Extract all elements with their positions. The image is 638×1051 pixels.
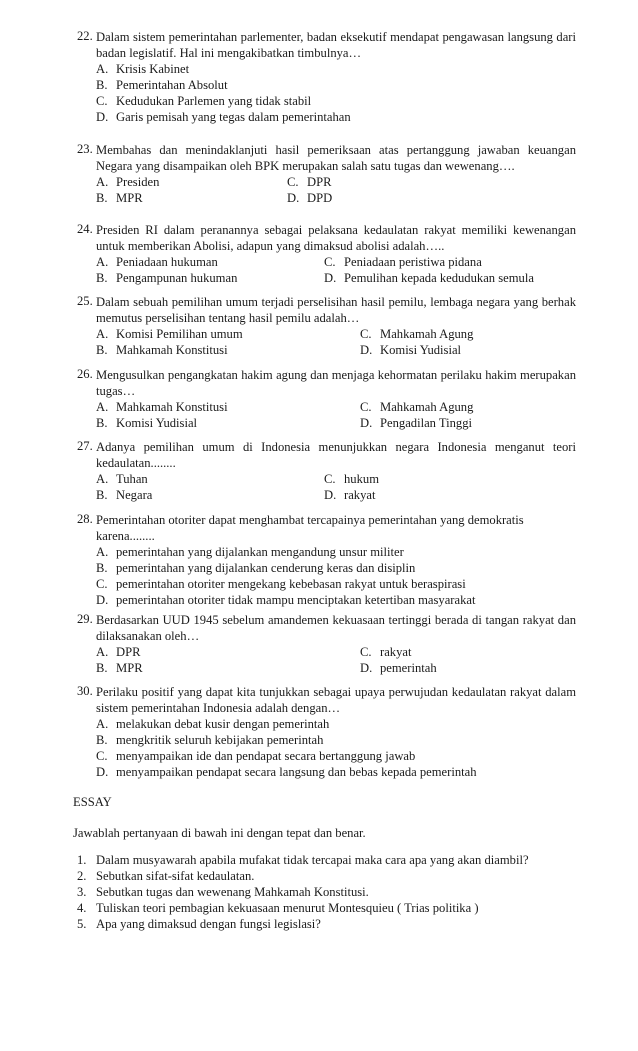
- question-text: Mengusulkan pengangkatan hakim agung dan menjaga kehormatan perilaku hakim merupakan tugas…: [96, 368, 576, 399]
- exam-page: 22. Dalam sistem pemerintahan parlementer, badan eksekutif mendapat pengawasan langsung dari badan legislatif. Hal ini mengakibatkan timbulnya… A. Krisis Kabinet B. Pemerintahan Absolut C. Kedudukan Parlemen yang tidak stabil D. Garis pemisah yang tegas dalam pemerintahan 23. Membahas dan menindaklanjuti hasil pemeriksaan atas pertanggung jawaban keuangan Negara yang disampaikan oleh BPK merupakan salah satu tugas dan wewenang…. A. Presiden C. DPR B. MPR D. DPD 24. Presiden RI dalam peranannya sebagai pelaksana kedaulatan rakyat memiliki kewenangan untuk memberikan Abolisi, adapun yang dimaksud abolisi adalah….. A. Peniadaan hukuman C. Peniadaan peristiwa pidana B. Pengampunan hukuman D. Pemulihan kepada kedudukan semula 25. Dalam sebuah pemilihan umum terjadi perselisihan hasil pemilu, lembaga negara yang berhak memutus perselisihan tentang hasil pemilu adalah… A. Komisi Pemilihan umum C. Mahkamah Agung B. Mahkamah Konstitusi D. Komisi Yudisial 26. Mengusulkan pengangkatan hakim agung dan menjaga kehormatan perilaku hakim merupakan tugas… A. Mahkamah Konstitusi C. Mahkamah Agung B. Komisi Yudisial D. Pengadilan Tinggi 27. Adanya pemilihan umum di Indonesia menunjukkan negara Indonesia menganut teori kedaulatan........ A. Tuhan C. hukum B. Negara D. rakyat 28. Pemerintahan otoriter dapat menghambat tercapainya pemerintahan yang demokratis karena........ A. pemerintahan yang dijalankan mengandung unsur militer B. pemerintahan yang dijalankan cenderung keras dan disiplin C. pemerintahan otoriter mengekang kebebasan rakyat untuk beraspirasi D. pemerintahan otoriter tidak mampu menciptakan ketertiban masyarakat 29. Berdasarkan UUD 1945 sebelum amandemen kekuasaan tertinggi berada di tangan rakyat dan dilaksanakan oleh… A. DPR C. rakyat B. MPR D. pemerintah 30. Perilaku positif yang dapat kita tunjukkan sebagai upaya perwujudan kedaulatan rakyat dalam sistem pemerintahan Indonesia adalah dengan… A. melakukan debat kusir dengan pemerintah B. mengkritik seluruh kebijakan pemerintah C. menyampaikan ide dan pendapat secara bertanggung jawab D. menyampaikan pendapat secara langsung dan bebas kepada pemerintah ESSAY Jawablah pertanyaan di bawah ini dengan tepat dan benar. 1. Dalam musyawarah apabila mufakat tidak tercapai maka cara apa yang akan diambil? 2. Sebutkan sifat-sifat kedaulatan. 3. Sebutkan tugas dan wewenang Mahkamah Konstitusi. 4. Tuliskan teori pembagian kekuasaan menurut Montesquieu ( Trias politika ) 5. Apa yang dimaksud dengan fungsi legislasi?: [0, 0, 638, 1051]
- question-text: Dalam sistem pemerintahan parlementer, badan eksekutif mendapat pengawasan langsung dari badan legislatif. Hal ini mengakibatkan timbulnya…: [96, 30, 576, 61]
- essay-item-number: 2.: [77, 869, 87, 883]
- essay-item-number: 4.: [77, 901, 87, 915]
- essay-item-text: Tuliskan teori pembagian kekuasaan menurut Montesquieu ( Trias politika ): [96, 901, 479, 915]
- essay-item-number: 3.: [77, 885, 87, 899]
- question-number: 30.: [77, 684, 93, 698]
- essay-item-4: [0, 901, 638, 917]
- essay-item-text: Sebutkan tugas dan wewenang Mahkamah Konstitusi.: [96, 885, 369, 899]
- question-number: 23.: [77, 142, 93, 156]
- question-text: Presiden RI dalam peranannya sebagai pelaksana kedaulatan rakyat memiliki kewenangan untuk memberikan Abolisi, adapun yang dimaksud abolisi adalah…..: [96, 223, 576, 254]
- question-text: Pemerintahan otoriter dapat menghambat tercapainya pemerintahan yang demokratis karena........: [96, 513, 524, 544]
- question-number: 29.: [77, 612, 93, 626]
- essay-item-text: Sebutkan sifat-sifat kedaulatan.: [96, 869, 255, 883]
- question-text: Perilaku positif yang dapat kita tunjukkan sebagai upaya perwujudan kedaulatan rakyat dalam sistem pemerintahan Indonesia adalah dengan…: [96, 685, 576, 716]
- question-number: 24.: [77, 222, 93, 236]
- question-text: Membahas dan menindaklanjuti hasil pemeriksaan atas pertanggung jawaban keuangan Negara yang disampaikan oleh BPK merupakan salah satu tugas dan wewenang….: [96, 143, 576, 174]
- question-text: Dalam sebuah pemilihan umum terjadi perselisihan hasil pemilu, lembaga negara yang berhak memutus perselisihan tentang hasil pemilu adalah…: [96, 295, 576, 326]
- essay-item-5: [0, 917, 638, 933]
- essay-item-text: Apa yang dimaksud dengan fungsi legislasi?: [96, 917, 321, 931]
- question-number: 22.: [77, 29, 93, 43]
- question-text: Adanya pemilihan umum di Indonesia menunjukkan negara Indonesia menganut teori kedaulatan........: [96, 440, 576, 471]
- question-number: 27.: [77, 439, 93, 453]
- essay-item-number: 1.: [77, 853, 87, 867]
- essay-item-2: [0, 869, 638, 885]
- essay-heading: ESSAY: [73, 795, 112, 809]
- essay-item-number: 5.: [77, 917, 87, 931]
- question-text: Berdasarkan UUD 1945 sebelum amandemen kekuasaan tertinggi berada di tangan rakyat dan dilaksanakan oleh…: [96, 613, 576, 644]
- question-number: 25.: [77, 294, 93, 308]
- essay-item-1: [0, 853, 638, 869]
- essay-item-3: [0, 885, 638, 901]
- question-number: 26.: [77, 367, 93, 381]
- essay-instruction: Jawablah pertanyaan di bawah ini dengan tepat dan benar.: [73, 826, 366, 840]
- essay-item-text: Dalam musyawarah apabila mufakat tidak tercapai maka cara apa yang akan diambil?: [96, 853, 529, 867]
- question-number: 28.: [77, 512, 93, 526]
